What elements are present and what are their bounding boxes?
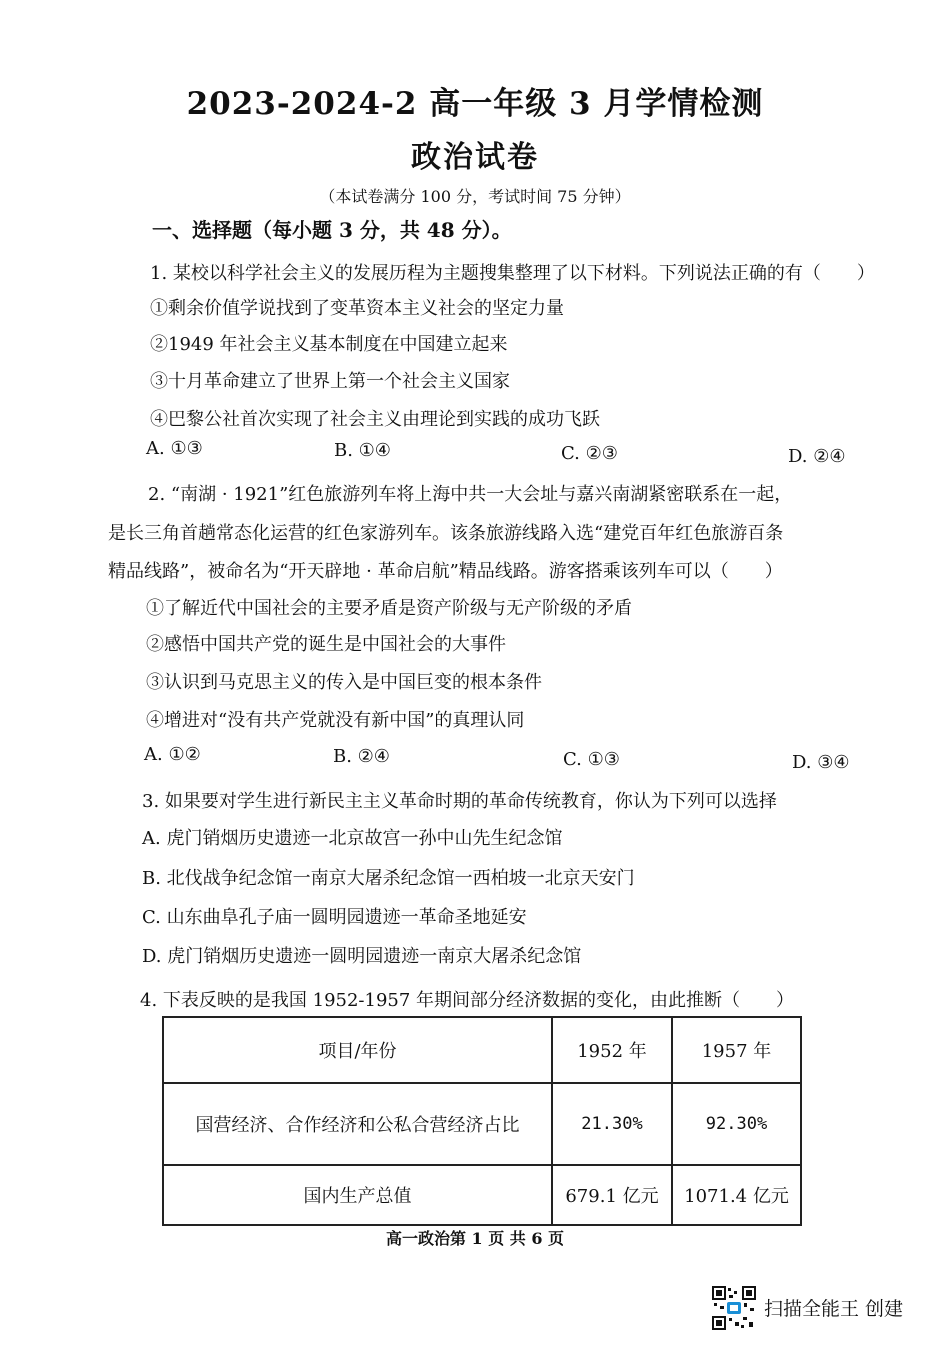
q1-item: ①剩余价值学说找到了变革资本主义社会的坚定力量 xyxy=(150,298,564,319)
table-header-row xyxy=(163,1017,801,1083)
q2-choice-a: A. ①② xyxy=(144,744,201,765)
scanner-watermark: 扫描全能王 创建 xyxy=(764,1298,904,1320)
table-row xyxy=(163,1083,801,1165)
q2-item: ②感悟中国共产党的诞生是中国社会的大事件 xyxy=(146,634,506,655)
exam-note: （本试卷满分 100 分，考试时间 75 分钟） xyxy=(319,187,631,206)
q2-item: ④增进对“没有共产党就没有新中国”的真理认同 xyxy=(146,710,525,731)
q1-stem: 1. 某校以科学社会主义的发展历程为主题搜集整理了以下材料。下列说法正确的有（ ） xyxy=(150,263,875,284)
table-header-cell: 1957 年 xyxy=(672,1017,801,1083)
table-header-cell: 1952 年 xyxy=(552,1017,672,1083)
q2-stem-line: 精品线路”，被命名为“开天辟地 · 革命启航”精品线路。游客搭乘该列车可以（ ） xyxy=(108,561,783,582)
table-cell: 679.1 亿元 xyxy=(552,1165,672,1225)
q2-stem-line: 2. “南湖 · 1921”红色旅游列车将上海中共一大会址与嘉兴南湖紧密联系在一起， xyxy=(148,484,793,505)
q2-choice-b: B. ②④ xyxy=(333,746,390,767)
page-footer: 高一政治第 1 页 共 6 页 xyxy=(385,1229,565,1248)
q1-choice-a: A. ①③ xyxy=(146,438,203,459)
q3-option-d: D. 虎门销烟历史遗迹一圆明园遗迹一南京大屠杀纪念馆 xyxy=(142,946,582,967)
q2-choice-c: C. ①③ xyxy=(563,749,620,770)
q3-stem: 3. 如果要对学生进行新民主主义革命时期的革命传统教育，你认为下列可以选择 xyxy=(142,791,777,812)
table-cell: 21.30% xyxy=(552,1083,672,1165)
q3-option-c: C. 山东曲阜孔子庙一圆明园遗迹一革命圣地延安 xyxy=(142,907,527,928)
q1-choice-b: B. ①④ xyxy=(334,440,391,461)
exam-subtitle: 政治试卷 xyxy=(411,140,539,175)
table-cell: 国内生产总值 xyxy=(163,1165,552,1225)
table-header-cell: 项目/年份 xyxy=(163,1017,552,1083)
q1-choice-d: D. ②④ xyxy=(788,446,846,467)
q4-stem: 4. 下表反映的是我国 1952-1957 年期间部分经济数据的变化，由此推断（ ） xyxy=(140,990,795,1011)
table-cell: 1071.4 亿元 xyxy=(672,1165,801,1225)
table-cell: 92.30% xyxy=(672,1083,801,1165)
table-cell: 国营经济、合作经济和公私合营经济占比 xyxy=(163,1083,552,1165)
q1-item: ③十月革命建立了世界上第一个社会主义国家 xyxy=(150,371,510,392)
q2-stem-line: 是长三角首趟常态化运营的红色家游列车。该条旅游线路入选“建党百年红色旅游百条 xyxy=(108,523,784,544)
q3-option-b: B. 北伐战争纪念馆一南京大屠杀纪念馆一西柏坡一北京天安门 xyxy=(142,868,635,889)
table-row xyxy=(163,1165,801,1225)
section-title: 一、选择题（每小题 3 分，共 48 分）。 xyxy=(152,218,512,242)
q2-item: ①了解近代中国社会的主要矛盾是资产阶级与无产阶级的矛盾 xyxy=(146,598,632,619)
q1-choice-c: C. ②③ xyxy=(561,443,618,464)
economic-data-table xyxy=(162,1016,802,1226)
exam-title: 2023-2024-2 高一年级 3 月学情检测 xyxy=(186,86,764,122)
q1-item: ④巴黎公社首次实现了社会主义由理论到实践的成功飞跃 xyxy=(150,409,600,430)
q3-option-a: A. 虎门销烟历史遗迹一北京故宫一孙中山先生纪念馆 xyxy=(142,828,563,849)
q2-choice-d: D. ③④ xyxy=(792,752,850,773)
q1-item: ②1949 年社会主义基本制度在中国建立起来 xyxy=(150,334,508,355)
qr-code-icon xyxy=(712,1286,756,1330)
q2-item: ③认识到马克思主义的传入是中国巨变的根本条件 xyxy=(146,672,542,693)
